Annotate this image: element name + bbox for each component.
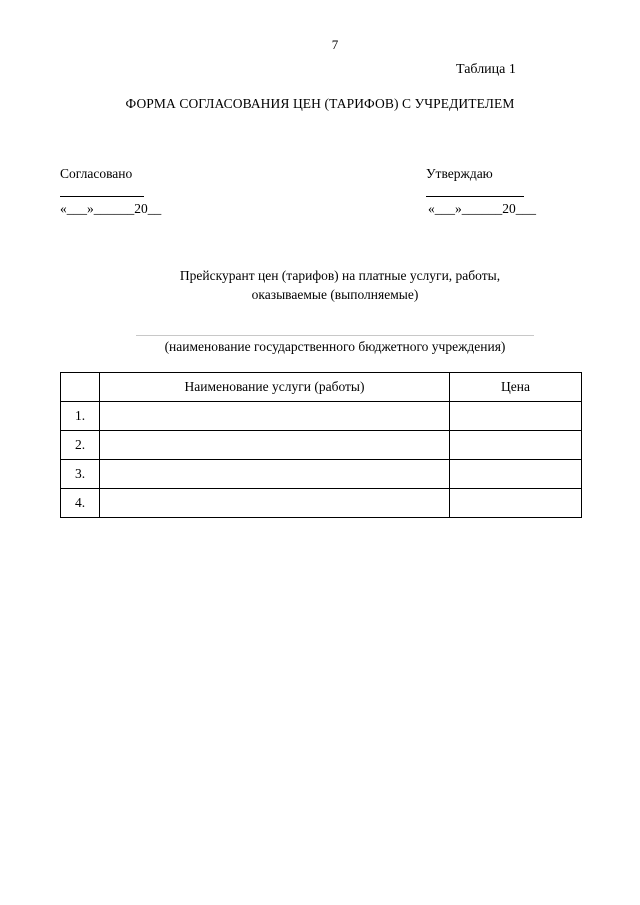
table-row <box>61 431 582 460</box>
price-cell <box>450 431 582 460</box>
table-header-row <box>61 373 582 402</box>
service-name-cell <box>100 431 450 460</box>
confirm-signature-line <box>426 196 524 197</box>
approved-date-placeholder: «___»______20__ <box>60 201 162 216</box>
services-price-table <box>60 372 582 518</box>
approved-label: Согласовано <box>60 166 133 181</box>
form-title: ФОРМА СОГЛАСОВАНИЯ ЦЕН (ТАРИФОВ) С УЧРЕДИТЕЛЕМ <box>125 96 515 111</box>
row-number: 2. <box>61 431 100 460</box>
pricelist-title-line1: Прейскурант цен (тарифов) на платные услуги, работы, <box>179 268 501 283</box>
header-price: Цена <box>450 373 582 402</box>
table-row <box>61 402 582 431</box>
institution-caption: (наименование государственного бюджетного учреждения) <box>164 339 506 354</box>
price-cell <box>450 402 582 431</box>
confirm-label: Утверждаю <box>426 166 493 181</box>
table-row <box>61 460 582 489</box>
service-name-cell <box>100 489 450 518</box>
approved-signature-line <box>60 196 144 197</box>
row-number: 1. <box>61 402 100 431</box>
institution-name-line <box>136 335 534 336</box>
table-label: Таблица 1 <box>456 62 516 77</box>
confirm-date-placeholder: «___»______20___ <box>428 201 536 216</box>
service-name-cell <box>100 460 450 489</box>
pricelist-title-line2: оказываемые (выполняемые) <box>251 287 419 302</box>
header-service-name: Наименование услуги (работы) <box>100 373 450 402</box>
table-row <box>61 489 582 518</box>
row-number: 4. <box>61 489 100 518</box>
page-number: 7 <box>331 37 339 52</box>
row-number: 3. <box>61 460 100 489</box>
header-number-cell <box>61 373 100 402</box>
service-name-cell <box>100 402 450 431</box>
price-cell <box>450 460 582 489</box>
price-cell <box>450 489 582 518</box>
